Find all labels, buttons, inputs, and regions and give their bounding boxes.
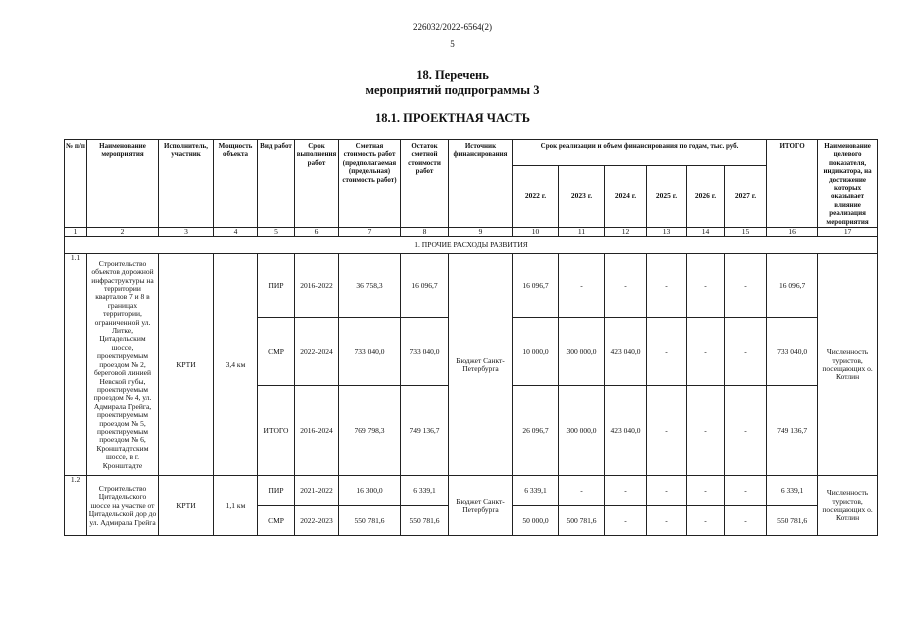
year-2026-value: - <box>687 318 725 386</box>
item-capacity: 1,1 км <box>214 476 258 536</box>
year-2024-value: 423 040,0 <box>605 386 647 476</box>
year-2026-value: - <box>687 386 725 476</box>
rest-value: 550 781,6 <box>401 506 449 536</box>
col-header-2022: 2022 г. <box>513 166 559 228</box>
col-number: 3 <box>159 228 214 237</box>
work-period: 2016-2022 <box>295 254 339 318</box>
total-value: 16 096,7 <box>767 254 818 318</box>
total-value: 749 136,7 <box>767 386 818 476</box>
work-type: СМР <box>258 506 295 536</box>
year-2027-value: - <box>725 254 767 318</box>
section-title: 1. ПРОЧИЕ РАСХОДЫ РАЗВИТИЯ <box>65 237 878 254</box>
total-value: 733 040,0 <box>767 318 818 386</box>
col-header-capacity: Мощность объекта <box>214 140 258 228</box>
work-period: 2021-2022 <box>295 476 339 506</box>
column-numbers-row <box>65 228 878 237</box>
year-2027-value: - <box>725 506 767 536</box>
item-executor: КРТИ <box>159 254 214 476</box>
year-2027-value: - <box>725 386 767 476</box>
year-2023-value: 500 781,6 <box>559 506 605 536</box>
year-2022-value: 10 000,0 <box>513 318 559 386</box>
col-header-2027: 2027 г. <box>725 166 767 228</box>
year-2024-value: - <box>605 476 647 506</box>
year-2027-value: - <box>725 318 767 386</box>
col-header-period: Срок выполнения работ <box>295 140 339 228</box>
col-number: 7 <box>339 228 401 237</box>
total-value: 6 339,1 <box>767 476 818 506</box>
col-number: 6 <box>295 228 339 237</box>
col-header-work-type: Вид работ <box>258 140 295 228</box>
col-number: 10 <box>513 228 559 237</box>
cost-value: 36 758,3 <box>339 254 401 318</box>
col-header-source: Источник финансирования <box>449 140 513 228</box>
year-2022-value: 26 096,7 <box>513 386 559 476</box>
indicator-name: Численность туристов, посещающих о. Котлин <box>818 254 878 476</box>
col-header-2025: 2025 г. <box>647 166 687 228</box>
year-2022-value: 16 096,7 <box>513 254 559 318</box>
col-number: 2 <box>87 228 159 237</box>
year-2026-value: - <box>687 506 725 536</box>
year-2025-value: - <box>647 476 687 506</box>
col-header-rest: Остаток сметной стоимости работ <box>401 140 449 228</box>
year-2023-value: - <box>559 476 605 506</box>
table-row <box>65 476 878 506</box>
cost-value: 733 040,0 <box>339 318 401 386</box>
table-row <box>65 254 878 318</box>
col-header-cost: Сметная стоимость работ (предполагаемая (предельная) стоимость работ) <box>339 140 401 228</box>
rest-value: 749 136,7 <box>401 386 449 476</box>
year-2024-value: - <box>605 254 647 318</box>
title-line-1: 18. Перечень <box>416 68 489 82</box>
header-row <box>65 140 878 166</box>
col-number: 11 <box>559 228 605 237</box>
work-period: 2022-2023 <box>295 506 339 536</box>
total-value: 550 781,6 <box>767 506 818 536</box>
col-number: 9 <box>449 228 513 237</box>
activities-table <box>64 139 878 536</box>
work-period: 2016-2024 <box>295 386 339 476</box>
financing-source: Бюджет Санкт-Петербурга <box>449 254 513 476</box>
item-capacity: 3,4 км <box>214 254 258 476</box>
section-subtitle: 18.1. ПРОЕКТНАЯ ЧАСТЬ <box>375 111 530 125</box>
work-type: ПИР <box>258 476 295 506</box>
col-number: 13 <box>647 228 687 237</box>
document-title <box>0 68 905 98</box>
col-number: 8 <box>401 228 449 237</box>
col-header-2024: 2024 г. <box>605 166 647 228</box>
col-header-2023: 2023 г. <box>559 166 605 228</box>
year-2024-value: - <box>605 506 647 536</box>
year-2022-value: 50 000,0 <box>513 506 559 536</box>
cost-value: 550 781,6 <box>339 506 401 536</box>
col-header-executor: Исполнитель, участник <box>159 140 214 228</box>
col-number: 4 <box>214 228 258 237</box>
col-number: 15 <box>725 228 767 237</box>
year-2025-value: - <box>647 506 687 536</box>
title-line-2: мероприятий подпрограммы 3 <box>365 83 540 97</box>
item-name: Строительство Цитадельского шоссе на участке от Цитадельской дор до ул. Адмирала Грейга <box>87 476 159 536</box>
year-2026-value: - <box>687 254 725 318</box>
work-type: ИТОГО <box>258 386 295 476</box>
work-type: СМР <box>258 318 295 386</box>
col-number: 17 <box>818 228 878 237</box>
year-2024-value: 423 040,0 <box>605 318 647 386</box>
cost-value: 769 798,3 <box>339 386 401 476</box>
cost-value: 16 300,0 <box>339 476 401 506</box>
year-2026-value: - <box>687 476 725 506</box>
col-header-2026: 2026 г. <box>687 166 725 228</box>
year-2023-value: 300 000,0 <box>559 386 605 476</box>
year-2022-value: 6 339,1 <box>513 476 559 506</box>
col-header-years-group: Срок реализации и объем финансирования по годам, тыс. руб. <box>513 140 767 166</box>
indicator-name: Численность туристов, посещающих о. Котлин <box>818 476 878 536</box>
item-executor: КРТИ <box>159 476 214 536</box>
item-number: 1.1 <box>65 254 87 476</box>
year-2025-value: - <box>647 318 687 386</box>
work-type: ПИР <box>258 254 295 318</box>
year-2023-value: 300 000,0 <box>559 318 605 386</box>
rest-value: 733 040,0 <box>401 318 449 386</box>
col-number: 5 <box>258 228 295 237</box>
work-period: 2022-2024 <box>295 318 339 386</box>
col-number: 16 <box>767 228 818 237</box>
rest-value: 16 096,7 <box>401 254 449 318</box>
page-number: 5 <box>450 39 455 49</box>
year-2025-value: - <box>647 386 687 476</box>
rest-value: 6 339,1 <box>401 476 449 506</box>
col-header-indicator: Наименование целевого показателя, индикатора, на достижение которых оказывает влияние реализация мероприятия <box>818 140 878 228</box>
col-number: 14 <box>687 228 725 237</box>
col-number: 12 <box>605 228 647 237</box>
col-number: 1 <box>65 228 87 237</box>
financing-source: Бюджет Санкт-Петербурга <box>449 476 513 536</box>
col-header-num: № п/п <box>65 140 87 228</box>
col-header-name: Наименование мероприятия <box>87 140 159 228</box>
year-2025-value: - <box>647 254 687 318</box>
section-row <box>65 237 878 254</box>
document-number: 226032/2022-6564(2) <box>413 22 492 32</box>
item-name: Строительство объектов дорожной инфраструктуры на территории кварталов 7 и 8 в границах территории, ограниченной ул. Литке, Цитадельским шоссе, проектируемым проездом № 2, береговой линией Невской губы, проектируемым проездом № 4, ул. Адмирала Грейга, проектируемым проездом № 5, проектируемым проездом № 6, Кронштадтским шоссе, в г. Кронштадте <box>87 254 159 476</box>
year-2027-value: - <box>725 476 767 506</box>
year-2023-value: - <box>559 254 605 318</box>
col-header-total: ИТОГО <box>767 140 818 228</box>
item-number: 1.2 <box>65 476 87 536</box>
